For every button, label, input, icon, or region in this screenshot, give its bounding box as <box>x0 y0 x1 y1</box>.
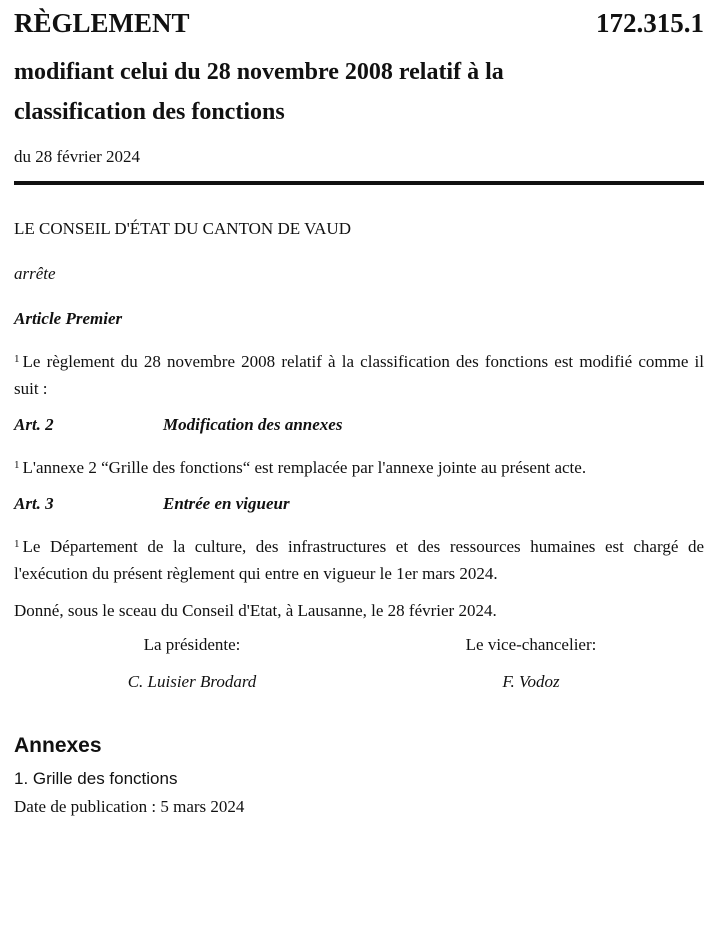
article-3-title: Entrée en vigueur <box>163 494 290 513</box>
article-2-number: Art. 2 <box>14 415 54 434</box>
signature-names <box>14 671 704 693</box>
given-statement: Donné, sous le sceau du Conseil d'Etat, à Lausanne, le 28 février 2024. <box>14 601 497 620</box>
document-type: RÈGLEMENT <box>14 8 190 38</box>
subtitle-line-2: classification des fonctions <box>14 99 285 125</box>
issuing-authority: LE CONSEIL D'ÉTAT DU CANTON DE VAUD <box>14 219 351 238</box>
article-3-number: Art. 3 <box>14 494 54 513</box>
alinea-number: 1 <box>14 538 20 550</box>
article-premier-heading <box>14 308 704 330</box>
document-number: 172.315.1 <box>596 8 704 38</box>
document-page <box>14 0 704 818</box>
document-subtitle <box>14 52 704 132</box>
subtitle-line-1: modifiant celui du 28 novembre 2008 relatif à la <box>14 59 504 85</box>
alinea-number: 1 <box>14 353 20 365</box>
article-3-body: Le Département de la culture, des infrastructures et des ressources humaines est chargé de l'exécution du présent règlement qui entre en vigueur le 1er mars 2024. <box>14 537 704 583</box>
document-date: du 28 février 2024 <box>14 147 141 166</box>
article-2-text <box>14 452 704 481</box>
article-2-body: L'annexe 2 “Grille des fonctions“ est remplacée par l'annexe jointe au présent acte. <box>22 458 587 477</box>
decree-verb: arrête <box>14 264 56 283</box>
article-3-text <box>14 531 704 587</box>
article-3-heading <box>14 493 704 515</box>
signature-roles <box>14 634 704 656</box>
publication-date: Date de publication : 5 mars 2024 <box>14 797 245 816</box>
alinea-number: 1 <box>14 459 20 471</box>
vice-chancellor-role: Le vice-chancelier: <box>465 635 597 654</box>
annex-link-grille-des-fonctions[interactable]: 1. Grille des fonctions <box>14 769 178 788</box>
article-premier-text <box>14 346 704 402</box>
header-divider <box>14 181 704 185</box>
article-premier-body: Le règlement du 28 novembre 2008 relatif à la classification des fonctions est modifié comme il suit : <box>14 352 704 398</box>
president-role: La présidente: <box>143 635 241 654</box>
article-2-heading <box>14 414 704 436</box>
president-name: C. Luisier Brodard <box>127 672 257 691</box>
article-2-title: Modification des annexes <box>163 415 343 434</box>
document-header <box>14 6 704 40</box>
article-premier-title: Article Premier <box>14 309 123 328</box>
vice-chancellor-name: F. Vodoz <box>502 672 560 691</box>
annexes-heading: Annexes <box>14 734 102 757</box>
